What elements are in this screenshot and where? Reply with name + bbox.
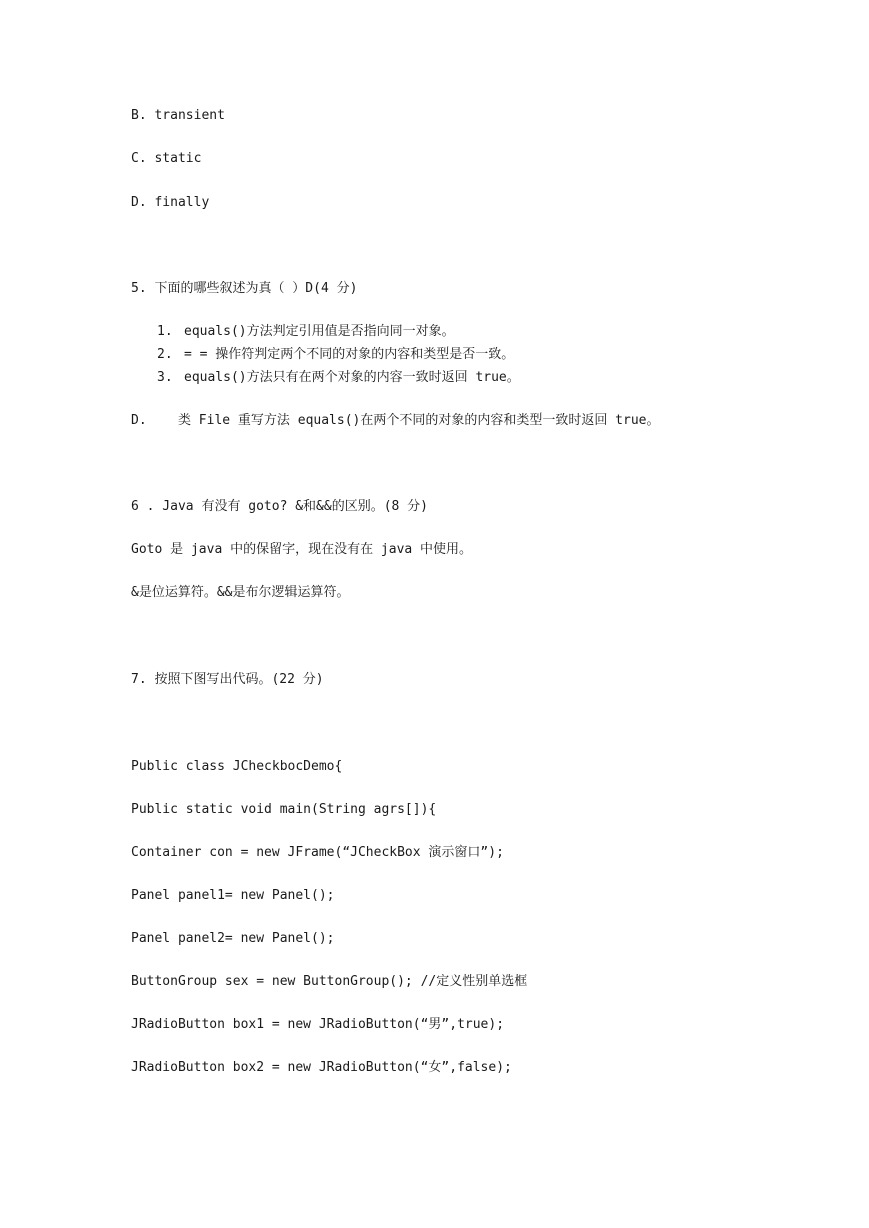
code-line: Public static void main(String agrs[]){ [131, 802, 437, 817]
option-d: D. finally [131, 195, 210, 210]
list-item-number: 1. [157, 324, 173, 339]
question-5-option-d: D. 类 File 重写方法 equals()在两个不同的对象的内容和类型一致时返回 true。 [131, 413, 660, 428]
question-5-title: 5. 下面的哪些叙述为真（ ）D(4 分) [131, 281, 358, 296]
option-c: C. static [131, 151, 202, 166]
question-6-answer-operators: &是位运算符。&&是布尔逻辑运算符。 [131, 585, 350, 600]
list-item-number: 3. [157, 370, 173, 385]
code-line: ButtonGroup sex = new ButtonGroup(); //定义性别单选框 [131, 974, 528, 989]
code-line: Panel panel2= new Panel(); [131, 931, 335, 946]
option-b: B. transient [131, 108, 225, 123]
list-item: equals()方法只有在两个对象的内容一致时返回 true。 [184, 370, 520, 385]
list-item-number: 2. [157, 347, 173, 362]
code-line: JRadioButton box1 = new JRadioButton(“男”,true); [131, 1017, 505, 1032]
code-line: Container con = new JFrame(“JCheckBox 演示窗口”); [131, 845, 504, 860]
question-7-title: 7. 按照下图写出代码。(22 分) [131, 672, 324, 687]
list-item: equals()方法判定引用值是否指向同一对象。 [184, 324, 455, 339]
list-item: = = 操作符判定两个不同的对象的内容和类型是否一致。 [184, 347, 515, 362]
question-6-title: 6 . Java 有没有 goto? &和&&的区别。(8 分) [131, 499, 429, 514]
code-line: JRadioButton box2 = new JRadioButton(“女”,false); [131, 1060, 512, 1075]
question-6-answer-goto: Goto 是 java 中的保留字，现在没有在 java 中使用。 [131, 542, 473, 557]
code-line: Public class JCheckbocDemo{ [131, 759, 343, 774]
code-line: Panel panel1= new Panel(); [131, 888, 335, 903]
